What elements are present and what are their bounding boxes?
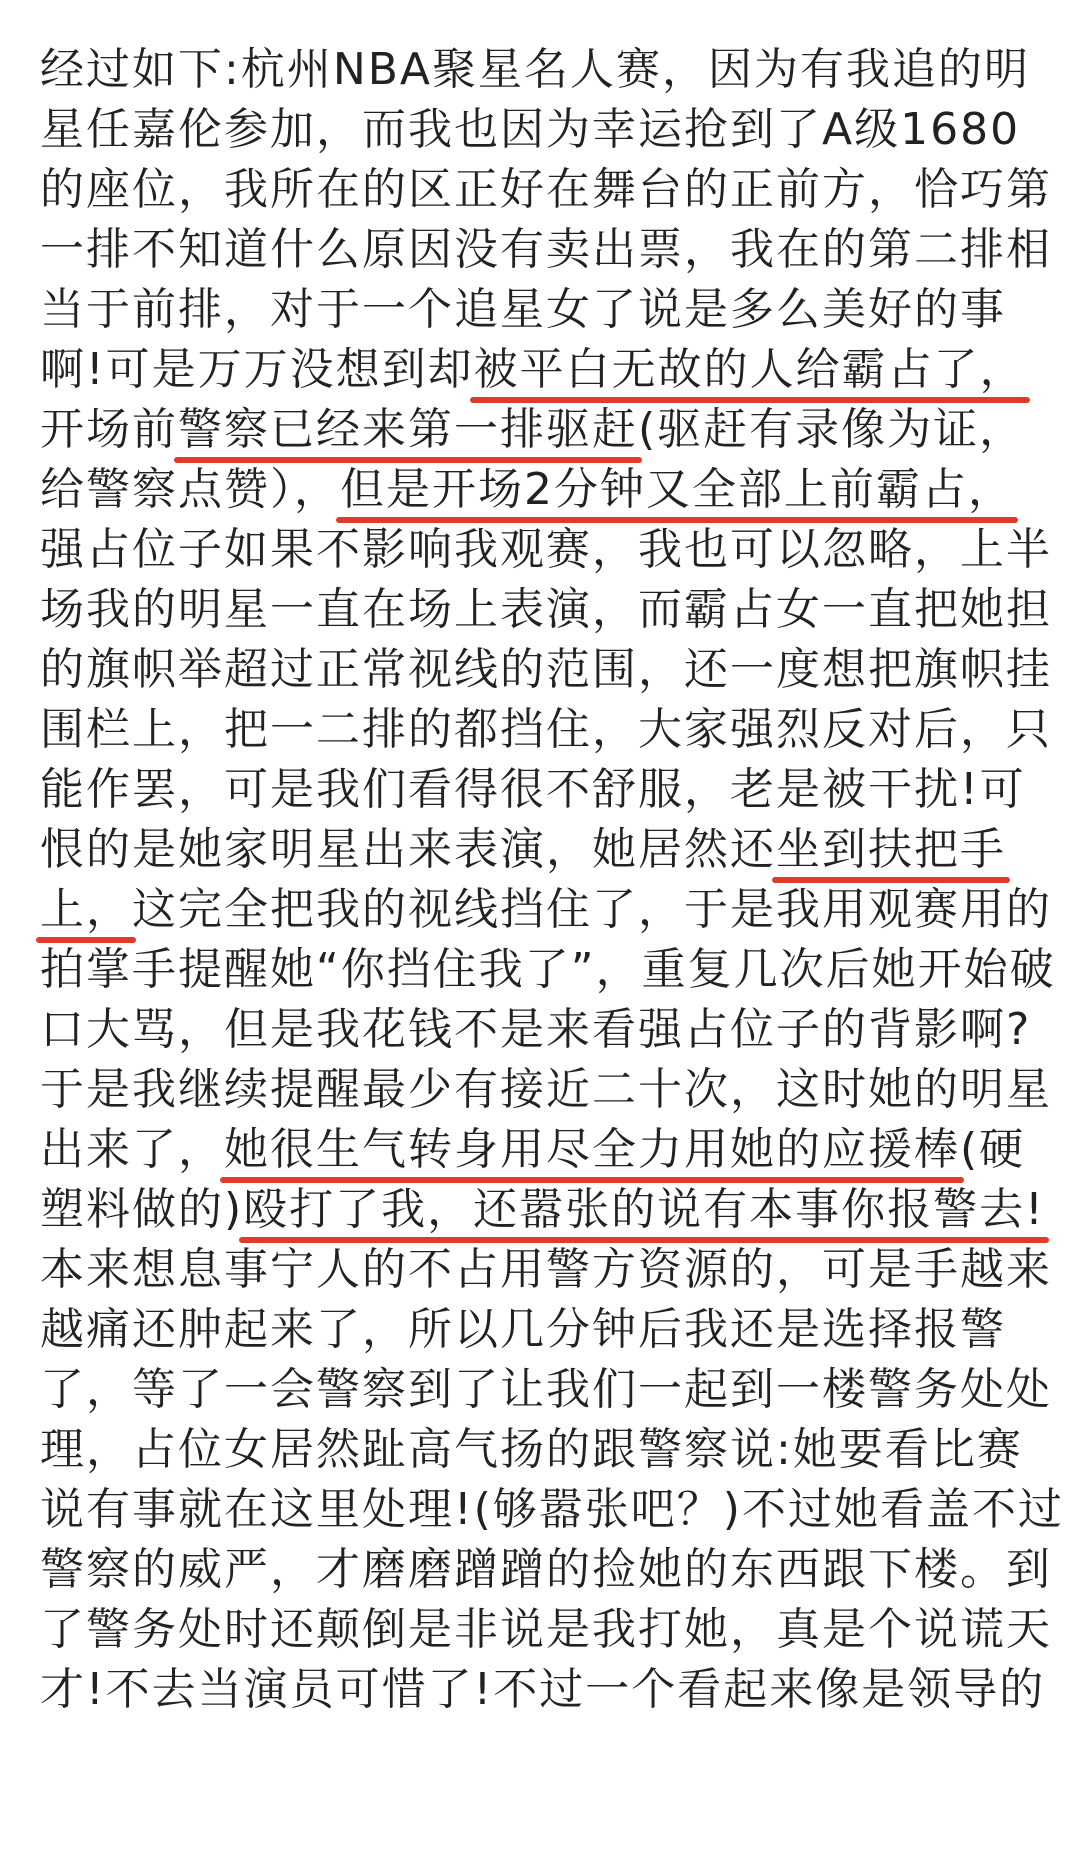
text-line: [40, 1600, 1052, 1660]
text-line: [40, 160, 1052, 220]
text-segment: 口大骂，但是我花钱不是来看强占位子的背影啊?: [40, 1004, 1032, 1055]
text-line: [40, 640, 1052, 700]
text-segment: 啊!可是万万没想到却: [40, 344, 474, 395]
text-line: [40, 1180, 1045, 1240]
text-segment: 了，等了一会警察到了让我们一起到一楼警务处处: [40, 1364, 1052, 1415]
text-segment: 越痛还肿起来了，所以几分钟后我还是选择报警: [40, 1304, 1006, 1355]
text-line: [40, 1300, 1006, 1360]
text-segment: 开场前: [40, 404, 178, 455]
text-line: [40, 760, 1026, 820]
text-line: [40, 1060, 1052, 1120]
red-underline-mark: [239, 1237, 1049, 1243]
text-segment: 说有事就在这里处理!(够嚣张吧？)不过她看盖不过: [40, 1484, 1064, 1535]
text-segment: 本来想息事宁人的不占用警方资源的，可是手越来: [40, 1244, 1052, 1295]
underlined-text-segment: 上，: [40, 884, 132, 935]
red-underline-mark: [220, 1177, 964, 1183]
text-segment: 给警察点赞），: [40, 464, 340, 515]
text-line: [40, 460, 1014, 520]
text-line: [40, 100, 1020, 160]
text-segment: (驱赶有录像为证，: [638, 404, 1026, 455]
text-segment: 恨的是她家明星出来表演，她居然还: [40, 824, 776, 875]
text-line: [40, 700, 1052, 760]
text-segment: 这完全把我的视线挡住了，于是我用观赛用的: [132, 884, 1052, 935]
text-line: [40, 1240, 1052, 1300]
text-line: [40, 580, 1052, 640]
text-line: [40, 820, 1006, 880]
text-segment: (硬: [960, 1124, 1026, 1175]
text-line: [40, 880, 1052, 940]
underlined-text-segment: 殴打了我，还嚣张的说有本事你报警去!: [243, 1184, 1045, 1235]
text-segment: 拍掌手提醒她“你挡住我了”，重复几次后她开始破: [40, 944, 1056, 995]
text-segment: 星任嘉伦参加，而我也因为幸运抢到了A级1680: [40, 104, 1021, 155]
text-segment: 能作罢，可是我们看得很不舒服，老是被干扰!可: [40, 764, 1026, 815]
underlined-text-segment: 但是开场2分钟又全部上前霸占，: [340, 464, 1014, 515]
text-segment: 理，占位女居然趾高气扬的跟警察说:她要看比赛: [40, 1424, 1023, 1475]
text-line: [40, 400, 1025, 460]
underlined-text-segment: 被平白无故的人给霸占了，: [473, 344, 1026, 395]
text-segment: 才!不去当演员可惜了!不过一个看起来像是领导的: [40, 1664, 1046, 1715]
text-line: [40, 1660, 1045, 1720]
text-segment: 当于前排，对于一个追星女了说是多么美好的事: [40, 284, 1006, 335]
text-line: [40, 340, 1026, 400]
text-segment: 一排不知道什么原因没有卖出票，我在的第二排相: [40, 224, 1052, 275]
text-segment: 的座位，我所在的区正好在舞台的正前方，恰巧第: [40, 164, 1052, 215]
red-underline-mark: [470, 397, 1030, 403]
text-line: [40, 1480, 1064, 1540]
text-line: [40, 1360, 1052, 1420]
text-line: [40, 1420, 1023, 1480]
text-segment: 经过如下:杭州NBA聚星名人赛，因为有我追的明: [40, 44, 1031, 95]
text-segment: 塑料做的): [40, 1184, 244, 1235]
text-line: [40, 520, 1052, 580]
text-segment: 的旗帜举超过正常视线的范围，还一度想把旗帜挂: [40, 644, 1052, 695]
underlined-text-segment: 坐到扶把手: [776, 824, 1006, 875]
text-line: [40, 940, 1056, 1000]
text-line: [40, 1120, 1025, 1180]
text-line: [40, 40, 1030, 100]
text-line: [40, 1000, 1031, 1060]
text-segment: 了警务处时还颠倒是非说是我打她，真是个说谎天: [40, 1604, 1052, 1655]
red-underline-mark: [772, 877, 1010, 883]
text-segment: 于是我继续提醒最少有接近二十次，这时她的明星: [40, 1064, 1052, 1115]
text-segment: 出来了，: [40, 1124, 224, 1175]
red-underline-mark: [36, 937, 136, 943]
text-segment: 警察的威严，才磨磨蹭蹭的捡她的东西跟下楼。到: [40, 1544, 1052, 1595]
underlined-text-segment: 警察已经来第一排驱赶: [178, 404, 638, 455]
red-underline-mark: [336, 517, 1018, 523]
underlined-text-segment: 她很生气转身用尽全力用她的应援棒: [224, 1124, 960, 1175]
red-underline-mark: [174, 457, 642, 463]
text-segment: 围栏上，把一二排的都挡住，大家强烈反对后，只: [40, 704, 1052, 755]
text-line: [40, 280, 1006, 340]
text-segment: 强占位子如果不影响我观赛，我也可以忽略，上半: [40, 524, 1052, 575]
text-line: [40, 220, 1052, 280]
text-line: [40, 1540, 1052, 1600]
text-segment: 场我的明星一直在场上表演，而霸占女一直把她担: [40, 584, 1052, 635]
